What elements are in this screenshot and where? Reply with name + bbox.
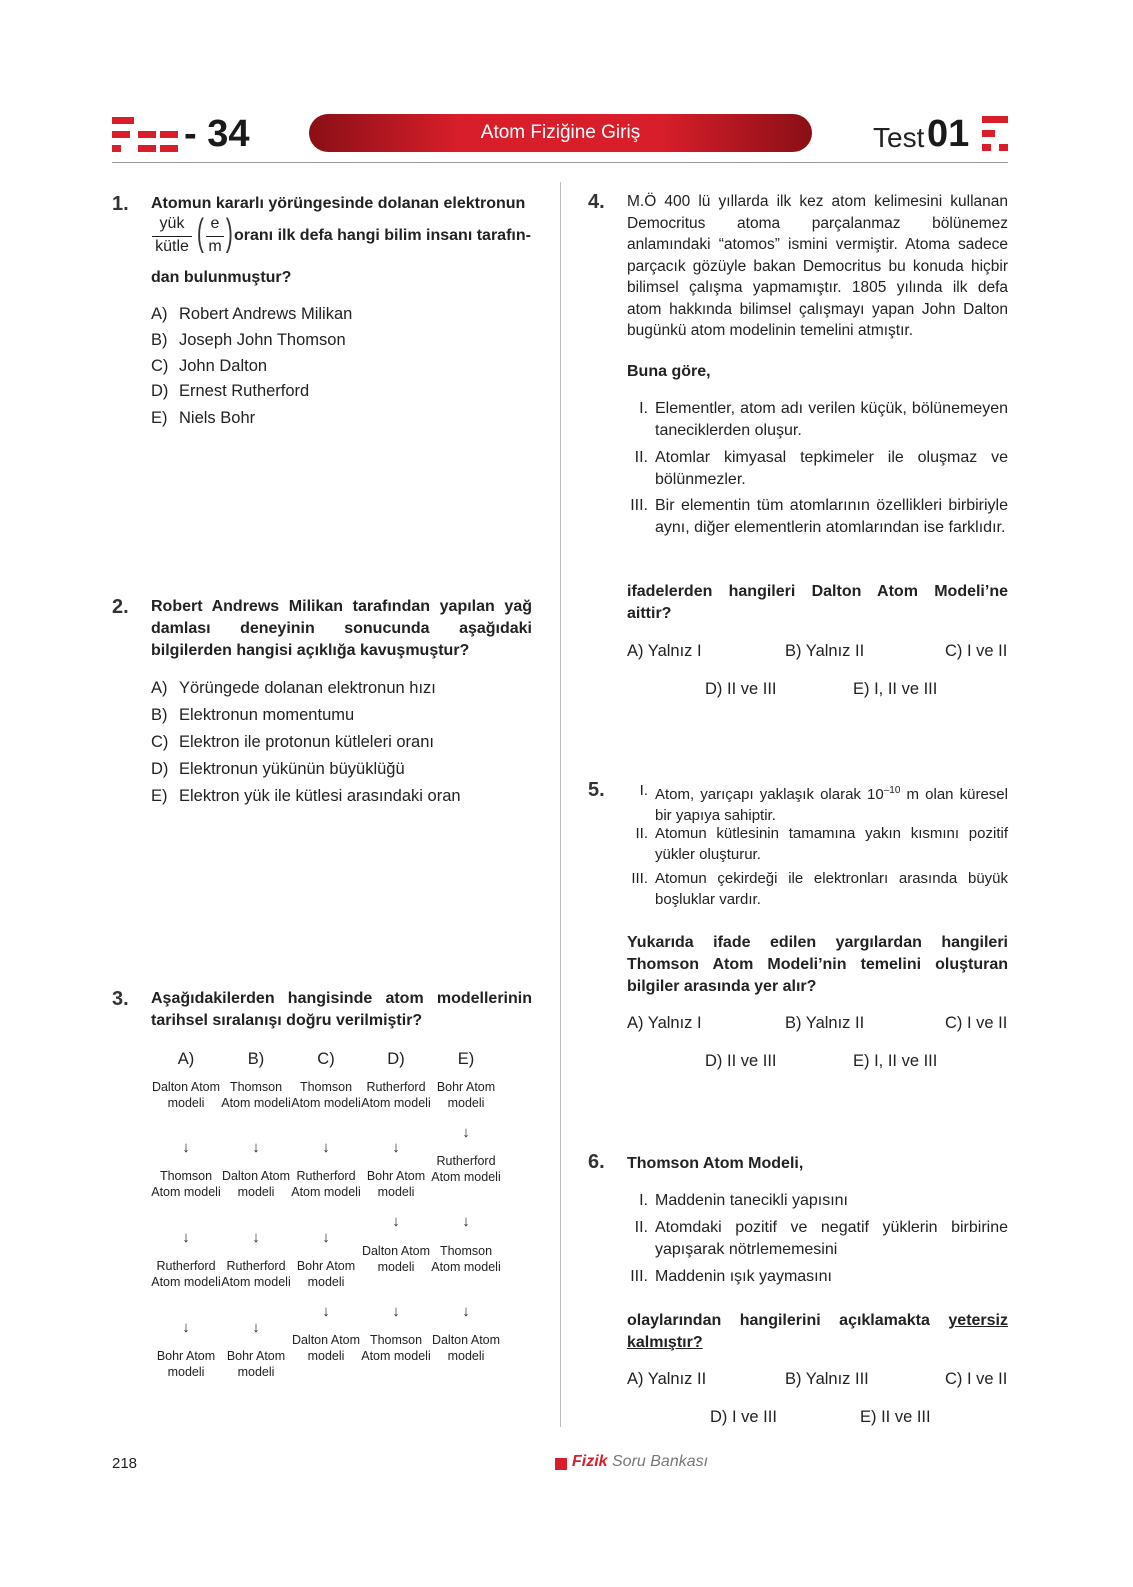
answer-option[interactable]: A) Yalnız II — [627, 1370, 707, 1388]
test-number: 01 — [927, 113, 970, 155]
option-label[interactable]: D) — [387, 1050, 405, 1068]
answer-option[interactable]: E) I, II ve III — [853, 680, 938, 698]
model-cell: Rutherford Atom modeli — [221, 1259, 291, 1289]
down-arrow-icon: ↓ — [462, 1124, 470, 1141]
option-label[interactable]: A) — [177, 1050, 195, 1068]
question-number: 4. — [588, 191, 605, 213]
model-cell: Dalton Atom modeli — [431, 1333, 501, 1363]
down-arrow-icon: ↓ — [462, 1213, 470, 1230]
topic-title: Atom Fiziğine Giriş — [480, 122, 641, 143]
model-cell: Rutherford Atom modeli — [291, 1169, 361, 1199]
down-arrow-icon: ↓ — [392, 1213, 400, 1230]
statement-text: Atomun kütlesinin tamamına yakın kısmını pozitif yükler oluşturur. — [655, 825, 1008, 863]
column-divider — [560, 182, 561, 1427]
answer-option[interactable]: C) I ve II — [945, 1370, 1008, 1388]
model-cell: Rutherford Atom modeli — [151, 1259, 221, 1289]
statement-item — [632, 398, 1008, 441]
answer-option[interactable]: D) Ernest Rutherford — [151, 382, 310, 400]
answer-option[interactable]: E) Niels Bohr — [151, 409, 256, 427]
answer-option[interactable]: D) II ve III — [705, 1052, 777, 1070]
roman-numeral: III. — [630, 1268, 648, 1285]
answer-option[interactable]: A) Robert Andrews Milikan — [151, 305, 353, 323]
option-label[interactable]: C) — [317, 1050, 335, 1068]
model-cell: Thomson Atom modeli — [221, 1080, 291, 1110]
page-number: 218 — [112, 1455, 138, 1472]
model-cell: Bohr Atom modeli — [436, 1080, 496, 1110]
statement-item — [632, 495, 1008, 538]
model-cell: Bohr Atom modeli — [366, 1169, 426, 1199]
fraction-denominator: kütle — [155, 238, 189, 255]
model-cell: Dalton Atom modeli — [361, 1244, 431, 1274]
down-arrow-icon: ↓ — [252, 1139, 260, 1156]
question-text: oranı ilk defa hangi bilim insanı tarafın- — [234, 227, 531, 244]
model-cell: Dalton Atom modeli — [221, 1169, 291, 1199]
model-cell: Thomson Atom modeli — [291, 1080, 361, 1110]
roman-numeral: I. — [639, 782, 648, 799]
down-arrow-icon: ↓ — [182, 1229, 190, 1246]
question-number: 2. — [112, 596, 129, 618]
answer-option[interactable]: B) Yalnız II — [785, 642, 865, 660]
answer-option[interactable]: D) Elektronun yükünün büyüklüğü — [151, 760, 405, 778]
roman-numeral: I. — [639, 1192, 648, 1209]
model-cell: Rutherford Atom modeli — [361, 1080, 431, 1110]
model-cell: Thomson Atom modeli — [431, 1244, 501, 1274]
question-text: ifadelerden hangileri Dalton Atom Modeli’ne aittir? — [627, 583, 1008, 622]
statement-text: Atomdaki pozitif ve negatif yüklerin birbirine yapışarak nötrlememesini — [655, 1219, 1008, 1258]
down-arrow-icon: ↓ — [182, 1139, 190, 1156]
down-arrow-icon: ↓ — [182, 1319, 190, 1336]
statement-text: Bir elementin tüm atomlarının özellikleri birbiriyle aynı, diğer elementlerin atomlarından ise farklıdır. — [655, 497, 1008, 536]
statement-item — [632, 1190, 1008, 1212]
question-text: Robert Andrews Milikan tarafından yapılan yağ damlası deneyinin sonucunda aşağıdaki bilgilerden hangisi açıklığa kavuşmuştur? — [151, 598, 532, 659]
statement-item — [632, 1266, 1008, 1288]
square-bullet-icon — [555, 1458, 567, 1470]
question-lead: Thomson Atom Modeli, — [627, 1155, 804, 1172]
passage-text: M.Ö 400 lü yıllarda ilk kez atom kelimesini kullanan Democritus atoma parçalanmaz bölünemez anlamındaki “atomos” ismini vermiştir. Atoma sadece parçacık gözüyle bakan Democritus bu konuda hiçbir bilimsel çalışma yapmamıştır. 1805 yılında ilk defa atom hakkında bilimsel çalışmayı yapan John Dalton bugünkü atom modelinin temelini atmıştır. — [627, 193, 1008, 339]
answer-option[interactable]: B) Joseph John Thomson — [151, 331, 346, 349]
paren-denominator: m — [208, 238, 222, 255]
answer-option[interactable]: C) I ve II — [945, 642, 1008, 660]
down-arrow-icon: ↓ — [392, 1139, 400, 1156]
model-cell: Rutherford Atom modeli — [431, 1154, 501, 1184]
question-text: Aşağıdakilerden hangisinde atom modellerinin tarihsel sıralanışı doğru verilmiştir? — [151, 990, 532, 1029]
down-arrow-icon: ↓ — [322, 1303, 330, 1320]
model-cell: Bohr Atom modeli — [296, 1259, 356, 1289]
down-arrow-icon: ↓ — [462, 1303, 470, 1320]
model-cell: Dalton Atom modeli — [291, 1333, 361, 1363]
statement-item — [632, 780, 1008, 826]
statement-item — [632, 868, 1008, 910]
model-cell: Dalton Atom modeli — [151, 1080, 221, 1110]
answer-option[interactable]: D) I ve III — [710, 1408, 777, 1426]
book-title: Fizik Soru Bankası — [572, 1453, 709, 1470]
statement-text: Atom, yarıçapı yaklaşık olarak $10^{-10}$ m olan küresel bir yapıya sahiptir. — [655, 785, 1008, 824]
model-cell: Thomson Atom modeli — [151, 1169, 221, 1199]
statement-text: Atomun çekirdeği ile elektronları arasında büyük boşluklar vardır. — [655, 870, 1008, 908]
answer-option[interactable]: E) Elektron yük ile kütlesi arasındaki oran — [151, 787, 461, 805]
model-cell: Thomson Atom modeli — [361, 1333, 431, 1363]
option-label[interactable]: E) — [457, 1050, 475, 1068]
roman-numeral: III. — [631, 870, 648, 887]
down-arrow-icon: ↓ — [252, 1229, 260, 1246]
roman-numeral: III. — [630, 497, 648, 514]
question-number: 6. — [588, 1151, 605, 1173]
paren-numerator: e — [210, 215, 220, 232]
question-text: Yukarıda ifade edilen yargılardan hangileri Thomson Atom Modeli’nin temelini oluşturan bilgiler arasında yer alır? — [627, 934, 1008, 995]
question-text: Atomun kararlı yörüngesinde dolanan elektronun — [151, 195, 526, 212]
answer-option[interactable]: D) II ve III — [705, 680, 777, 698]
answer-option[interactable]: C) Elektron ile protonun kütleleri oranı — [151, 733, 434, 751]
answer-option[interactable]: C) I ve II — [945, 1014, 1008, 1032]
statement-item — [632, 1217, 1008, 1260]
roman-numeral: I. — [639, 400, 648, 417]
roman-numeral: II. — [634, 449, 648, 466]
answer-option[interactable]: B) Elektronun momentumu — [151, 706, 355, 724]
model-cell: Bohr Atom modeli — [226, 1349, 286, 1379]
answer-option[interactable]: B) Yalnız III — [785, 1370, 869, 1388]
answer-option[interactable]: E) II ve III — [860, 1408, 931, 1426]
down-arrow-icon: ↓ — [392, 1303, 400, 1320]
test-label: Test — [873, 122, 925, 153]
model-cell: Bohr Atom modeli — [156, 1349, 216, 1379]
answer-option[interactable]: A) Yörüngede dolanan elektronun hızı — [151, 679, 436, 697]
question-number: 1. — [112, 193, 129, 215]
question-lead: Buna göre, — [627, 363, 711, 380]
question-text: dan bulunmuştur? — [151, 269, 292, 286]
statement-text: Maddenin ışık yaymasını — [655, 1268, 832, 1285]
answer-option[interactable]: A) Yalnız I — [627, 1014, 702, 1032]
down-arrow-icon: ↓ — [322, 1139, 330, 1156]
question-text: olaylarından hangilerini açıklamakta yetersiz kalmıştır? — [627, 1312, 1008, 1351]
fraction-numerator: yük — [159, 215, 185, 232]
question-number: 5. — [588, 779, 605, 801]
statement-text: Maddenin tanecikli yapısını — [655, 1192, 848, 1209]
roman-numeral: II. — [634, 1219, 648, 1236]
answer-option[interactable]: A) Yalnız I — [627, 642, 702, 660]
down-arrow-icon: ↓ — [322, 1229, 330, 1246]
statement-text: Atomlar kimyasal tepkimeler ile oluşmaz ve bölünmezler. — [655, 449, 1008, 488]
emphasized-word: yetersiz kalmıştır? — [627, 1312, 1008, 1351]
option-label[interactable]: B) — [247, 1050, 265, 1068]
statement-item — [632, 823, 1008, 865]
statement-item — [632, 447, 1008, 490]
roman-numeral: II. — [635, 825, 648, 842]
answer-option[interactable]: C) John Dalton — [151, 357, 268, 375]
question-number: 3. — [112, 988, 129, 1010]
answer-option[interactable]: B) Yalnız II — [785, 1014, 865, 1032]
statement-text: Elementler, atom adı verilen küçük, bölünemeyen taneciklerden oluşur. — [655, 400, 1008, 439]
series-number: - 34 — [184, 113, 250, 155]
topic-banner — [309, 114, 812, 152]
answer-option[interactable]: E) I, II ve III — [853, 1052, 938, 1070]
down-arrow-icon: ↓ — [252, 1319, 260, 1336]
header-divider — [112, 162, 1008, 163]
